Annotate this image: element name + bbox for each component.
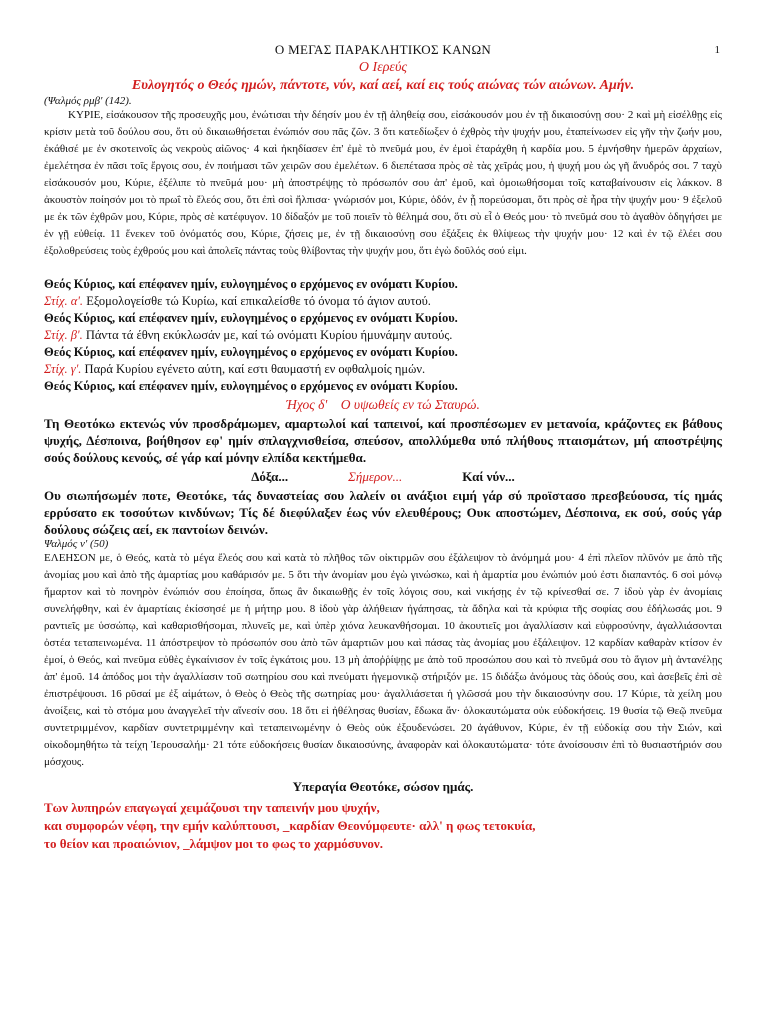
echos-label: Ήχος δ' xyxy=(286,397,328,412)
document-title: Ο ΜΕΓΑΣ ΠΑΡΑΚΛΗΤΙΚΟΣ ΚΑΝΩΝ xyxy=(274,42,492,57)
katavasia-line-1: Των λυπηρών επαγωγαί χειμάζουσι την ταπεινήν μου ψυχήν, xyxy=(44,800,380,815)
verse-label: Στίχ. β'. xyxy=(44,328,83,342)
verse-2 xyxy=(44,327,722,344)
simeron-label: Σήμερον... xyxy=(348,469,403,484)
psalm50-text: ΕΛΕΗΣΟΝ με, ὁ Θεός, κατὰ τὸ μέγα ἔλεός σου καὶ κατὰ τὸ πλῆθος τῶν οἰκτιρμῶν σου ἐξάλειψον τὸ ἀνόμημά μου· 4 ἐπὶ πλεῖον πλῦνόν με ἀπὸ τῆς ἀνομίας μου καὶ ἀπὸ τῆς ἁμαρτίας μου καθάρισόν με. 5 ὅτι τὴν ἀνομίαν μου ἐγὼ γινώσκω, καὶ ἡ ἁμαρτία μου ἐνώπιόν μού ἐστι διαπαντός. 6 σοὶ μόνῳ ἥμαρτον καὶ τὸ πονηρὸν ἐνώπιόν σου ἐποίησα, ὅπως ἂν δικαιωθῇς ἐν τοῖς λόγοις σου, καὶ νικήσῃς ἐν τῷ κρίνεσθαί σε. 7 ἰδοὺ γὰρ ἐν ἀνομίαις συνελήφθην, καὶ ἐν ἁμαρτίαις ἐκίσσησέ με ἡ μήτηρ μου. 8 ἰδοὺ γὰρ ἀλήθειαν ἠγάπησας, τὰ ἄδηλα καὶ τὰ κρύφια τῆς σοφίας σου ἐδήλωσάς μοι. 9 ραντιεῖς με ὑσσώπῳ, καὶ καθαρισθήσομαι, πλυνεῖς με, καὶ ὑπὲρ χιόνα λευκανθήσομαι. 10 ἀκουτιεῖς μοι ἀγαλλίασιν καὶ εὐφροσύνην, ἀγαλλιάσονται ὀστέα τεταπεινωμένα. 11 ἀπόστρεψον τὸ πρόσωπόν σου ἀπὸ τῶν ἁμαρτιῶν μου καὶ πάσας τὰς ἀνομίας μου ἐξάλειψον. 12 καρδίαν καθαρὰν κτίσον ἐν ἐμοί, ὁ Θεός, καὶ πνεῦμα εὐθὲς ἐγκαίνισον ἐν τοῖς ἐγκάτοις μου. 13 μὴ ἀποῤῥίψῃς με ἀπὸ τοῦ προσώπου σου καὶ τὸ πνεῦμά σου τὸ ἅγιον μὴ ἀντανέλῃς ἀπ' ἐμοῦ. 14 ἀπόδος μοι τὴν ἀγαλλίασιν τοῦ σωτηρίου σου καὶ πνεύματι ἡγεμονικῷ στήριξόν με. 15 διδάξω ἀνόμους τὰς ὁδούς σου, καὶ ἀσεβεῖς ἐπὶ σὲ ἐπιστρέψουσι. 16 ρῦσαί με ἐξ αἱμάτων, ὁ Θεὸς ὁ Θεὸς τῆς σωτηρίας μου· ἀγαλλιάσεται ἡ γλῶσσά μου τὴν δικαιοσύνην σου. 17 Κύριε, τὰ χείλη μου ἀνοίξεις, καὶ τὸ στόμα μου ἀναγγελεῖ τὴν αἴνεσίν σου. 18 ὅτι εἰ ἠθέλησας θυσίαν, ἔδωκα ἄν· ὁλοκαυτώματα οὐκ εὐδοκήσεις. 19 θυσία τῷ Θεῷ πνεῦμα συντετριμμένον, καρδίαν συντετριμμένην καὶ τεταπεινωμένην ὁ Θεὸς οὐκ ἐξουδενώσει. 20 ἀγάθυνον, Κύριε, ἐν τῇ εὐδοκίᾳ σου τὴν Σιών, καὶ οἰκοδομηθήτω τὰ τείχη Ἱερουσαλήμ· 21 τότε εὐδοκήσεις θυσίαν δικαιοσύνης, ἀναφορὰν καὶ ὁλοκαυτώματα· τότε ἀνοίσουσιν ἐπὶ τὸ θυσιαστήριόν σου μόσχους. xyxy=(44,552,722,768)
refrain: Θεός Κύριος, καί επέφανεν ημίν, ευλογημένος ο ερχόμενος εν ονόματι Κυρίου. xyxy=(44,379,458,393)
refrain: Θεός Κύριος, καί επέφανεν ημίν, ευλογημένος ο ερχόμενος εν ονόματι Κυρίου. xyxy=(44,345,458,359)
refrain: Θεός Κύριος, καί επέφανεν ημίν, ευλογημένος ο ερχόμενος εν ονόματι Κυρίου. xyxy=(44,311,458,325)
psalm50-heading: Ψαλμός ν' (50) xyxy=(44,538,109,550)
psalm142-heading: (Ψαλμός ρμβ' (142). xyxy=(44,95,132,107)
verse-label: Στίχ. α'. xyxy=(44,294,84,308)
psalm142-text: ΚΥΡΙΕ, εἰσάκουσον τῆς προσευχῆς μου, ἐνώτισαι τὴν δέησίν μου ἐν τῇ ἀληθείᾳ σου, εἰσάκουσόν μου ἐν τῇ δικαιοσύνῃ σου· 2 καὶ μὴ εἰσέλθῃς εἰς κρίσιν μετὰ τοῦ δούλου σου, ὅτι οὐ δικαιωθήσεται ἐνώπιόν σου πᾶς ζῶν. 3 ὅτι κατεδίωξεν ὁ ἐχθρὸς τὴν ψυχήν μου, ἐταπείνωσεν εἰς γῆν τὴν ζωήν μου, ἐκάθισέ με ἐν σκοτεινοῖς ὡς νεκροὺς αἰῶνος· 4 καὶ ἠκηδίασεν ἐπ' ἐμὲ τὸ πνεῦμά μου, ἐν ἐμοὶ ἐταράχθη ἡ καρδία μου. 5 ἐμνήσθην ἡμερῶν ἀρχαίων, ἐμελέτησα ἐν πᾶσι τοῖς ἔργοις σου, ἐν ποιήμασι τῶν χειρῶν σου ἐμελέτων. 6 διεπέτασα πρὸς σὲ τὰς χεῖράς μου, ἡ ψυχή μου ὡς γῆ ἄνυδρός σοι. 7 ταχὺ εἰσάκουσόν μου, Κύριε, ἐξέλιπε τὸ πνεῦμά μου· μὴ ἀποστρέψῃς τὸ πρόσωπόν σου ἀπ' ἐμοῦ, καὶ ὁμοιωθήσομαι τοῖς καταβαίνουσιν εἰς λάκκον. 8 ἀκουστὸν ποίησόν μοι τὸ πρωΐ τὸ ἔλεός σου, ὅτι ἐπὶ σοὶ ἤλπισα· γνώρισόν μοι, Κύριε, ὁδόν, ἐν ᾗ πορεύσομαι, ὅτι πρὸς σὲ ἦρα τὴν ψυχήν μου· 9 ἐξελοῦ με ἐκ τῶν ἐχθρῶν μου, Κύριε, πρὸς σὲ κατέφυγον. 10 δίδαξόν με τοῦ ποιεῖν τὸ θέλημά σου, ὅτι σὺ εἶ ὁ Θεός μου· τὸ πνεῦμά σου τὸ ἀγαθὸν ὁδηγήσει με ἐν γῇ εὐθείᾳ. 11 ἕνεκεν τοῦ ὀνόματός σου, Κύριε, ζήσεις με, ἐν τῇ δικαιοσύνῃ σου ἐξάξεις ἐκ θλίψεως τὴν ψυχήν μου· 12 καὶ ἐν τῷ ἐλέει σου ἐξολοθρεύσεις τοὺς ἐχθρούς μου καὶ ἀπολεῖς πάντας τοὺς θλίβοντας τὴν ψυχήν μου, ὅτι ἐγὼ δοῦλός σού εἰμι. xyxy=(44,109,722,257)
verse-text: Εξομολογείσθε τώ Κυρίω, καί επικαλείσθε τό όνομα τό άγιον αυτού. xyxy=(83,294,431,308)
kai-nyn-label: Καί νύν... xyxy=(462,469,515,484)
troparion-2: Ου σιωπήσωμέν ποτε, Θεοτόκε, τάς δυναστείας σου λαλείν οι ανάξιοι ειμή γάρ σύ προϊστασο πρεσβεύουσα, τίς ημάς ερρύσατο εκ τοσούτων κινδύνων; Τίς δέ διεφύλαξεν έως νύν ελευθέρους; Ουκ αποστώμεν, Δέσποινα, εκ σού, σούς γάρ δούλους σώζεις αεί, εκ παντοίων δεινών. xyxy=(44,488,722,537)
verse-text: Παρά Κυρίου εγένετο αύτη, καί εστι θαυμαστή εν οφθαλμοίς ημών. xyxy=(81,362,426,376)
verse-text: Πάντα τά έθνη εκύκλωσάν με, καί τώ ονόματι Κυρίου ήμυνάμην αυτούς. xyxy=(82,328,453,342)
doxa-row xyxy=(44,469,722,485)
page-number: 1 xyxy=(714,44,720,56)
verse-3 xyxy=(44,361,722,378)
doxology: Ευλογητός ο Θεός ημών, πάντοτε, νύν, καί αεί, καί εις τούς αιώνας τών αιώνων. Αμήν. xyxy=(131,78,635,93)
hyperagia: Υπεραγία Θεοτόκε, σώσον ημάς. xyxy=(292,779,474,794)
priest-heading: Ο Ιερεύς xyxy=(358,60,408,75)
doxa-label: Δόξα... xyxy=(251,469,289,484)
refrain: Θεός Κύριος, καί επέφανεν ημίν, ευλογημένος ο ερχόμενος εν ονόματι Κυρίου. xyxy=(44,277,458,291)
verse-1 xyxy=(44,293,722,310)
verse-label: Στίχ. γ'. xyxy=(44,362,82,376)
echos-heading xyxy=(44,397,722,413)
katavasia-line-3: το θείον και προαιώνιον, _λάμψον μοι το φως το χαρμόσυνον. xyxy=(44,836,383,851)
katavasia-line-2: και συμφορών νέφη, την εμήν καλύπτουσι, _καρδίαν Θεονύμφευτε· αλλ' η φως τετοκυία, xyxy=(44,818,536,833)
echos-melody: Ο υψωθείς εν τώ Σταυρώ. xyxy=(340,397,480,412)
document-page xyxy=(44,40,722,853)
troparion-1: Τη Θεοτόκω εκτενώς νύν προσδράμωμεν, αμαρτωλοί καί ταπεινοί, καί προσπέσωμεν εν μετανοία, κράζοντες εκ βάθους ψυχής, Δέσποινα, βοήθησον εφ' ημίν σπλαγχνισθείσα, σπεύσον, απολλύμεθα υπό πλήθους πταισμάτων, μή αποστρέψης σούς δούλους κενούς, σέ γάρ καί μόνην ελπίδα κεκτήμεθα. xyxy=(44,416,722,465)
